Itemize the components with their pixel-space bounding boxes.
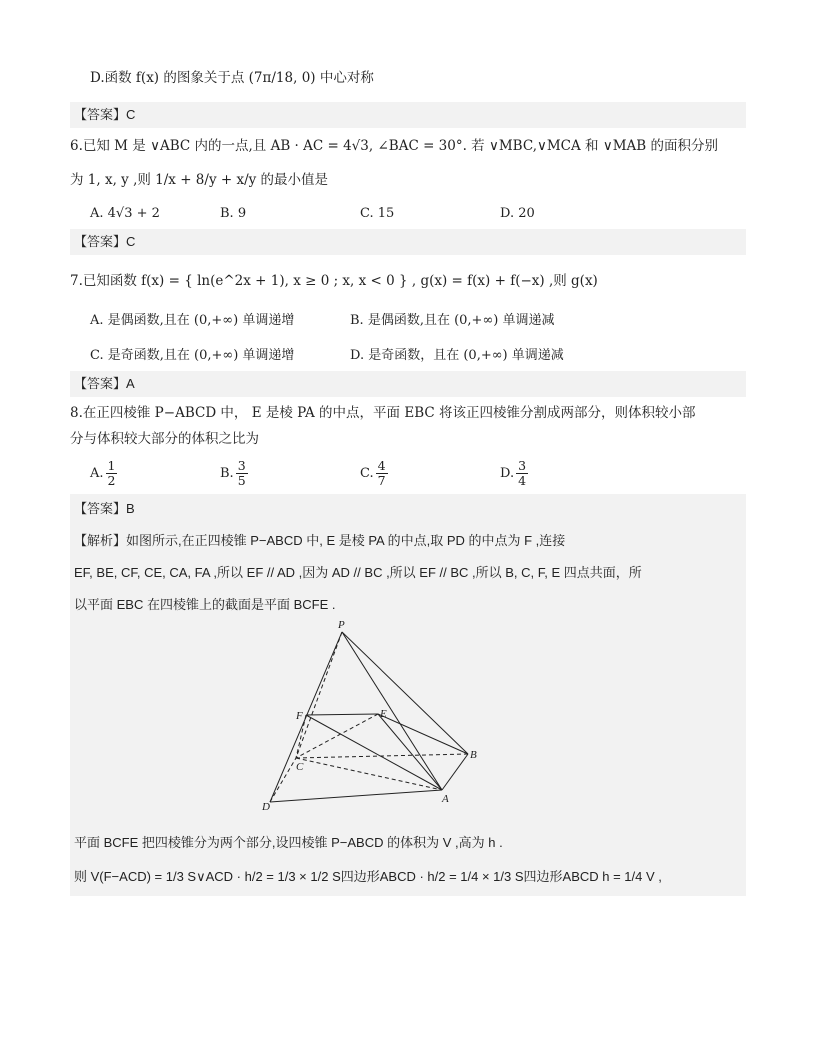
q8-answer: 【答案】B — [74, 501, 135, 516]
q8-analysis-5: 则 V(F−ACD) = 1/3 S∨ACD · h/2 = 1/3 × 1/2 S四边形ABCD · h/2 = 1/4 × 1/3 S四边形ABCD h = 1/4 V , — [74, 869, 662, 884]
label-b: B — [470, 749, 477, 761]
q8-option-c: C. $\frac{4}{7}$ — [360, 458, 386, 488]
label-c: C — [296, 761, 304, 773]
q6-stem-2: 为 1, x, y ,则 1/x + 8/y + x/y 的最小值是 — [70, 172, 329, 188]
q6-options — [90, 206, 746, 221]
q8-options — [90, 459, 746, 488]
q8-analysis-3: 以平面 EBC 在四棱锥上的截面是平面 BCFE . — [74, 597, 336, 612]
q6-option: C. 15 — [360, 206, 395, 221]
q8-analysis-1: 【解析】如图所示,在正四棱锥 P−ABCD 中, E 是棱 PA 的中点,取 PD 的中点为 F ,连接 — [74, 533, 566, 548]
q8-analysis-2: EF, BE, CF, CE, CA, FA ,所以 EF // AD ,因为 AD // BC ,所以 EF // BC ,所以 B, C, F, E 四点共面，所 — [74, 565, 642, 580]
q7-option: C. 是奇函数,且在 (0,+∞) 单调递增 — [90, 348, 295, 363]
q5-answer: 【答案】C — [70, 102, 746, 128]
q6-option: B. 9 — [220, 206, 247, 221]
q8-option-a: A. $\frac{1}{2}$ — [90, 458, 116, 488]
pyramid-figure — [70, 618, 746, 830]
q7-options-row-2 — [90, 344, 746, 363]
q8-option-d: D. $\frac{3}{4}$ — [500, 458, 527, 488]
label-e: E — [380, 708, 387, 720]
q6-option: D. 20 — [500, 206, 535, 221]
label-d: D — [262, 801, 270, 813]
label-p: P — [338, 619, 345, 631]
pyramid-diagram — [70, 618, 746, 830]
label-f: F — [296, 710, 303, 722]
document-page — [70, 58, 746, 896]
q8-solution-block — [70, 494, 746, 896]
q7-option: D. 是奇函数，且在 (0,+∞) 单调递减 — [350, 348, 564, 363]
q8-analysis-4: 平面 BCFE 把四棱锥分为两个部分,设四棱锥 P−ABCD 的体积为 V ,高为 h . — [74, 835, 503, 850]
q7-option: A. 是偶函数,且在 (0,+∞) 单调递增 — [90, 313, 295, 328]
q8-stem-2: 分与体积较大部分的体积之比为 — [70, 431, 259, 447]
label-a: A — [442, 793, 449, 805]
q7-options-row-1 — [90, 309, 746, 328]
q8-stem-1: 8.在正四棱锥 P−ABCD 中， E 是棱 PA 的中点，平面 EBC 将该正四棱锥分割成两部分，则体积较小部 — [70, 405, 696, 421]
q7-option: B. 是偶函数,且在 (0,+∞) 单调递减 — [350, 313, 555, 328]
q7-answer: 【答案】A — [70, 371, 746, 397]
q6-answer: 【答案】C — [70, 229, 746, 255]
q6-option: A. 4√3 + 2 — [90, 206, 160, 221]
q6-stem-1: 6.已知 M 是 ∨ABC 内的一点,且 AB · AC = 4√3, ∠BAC = 30°. 若 ∨MBC,∨MCA 和 ∨MAB 的面积分别 — [70, 138, 719, 154]
q5-option-d: D.函数 f(x) 的图象关于点 (7π/18, 0) 中心对称 — [90, 70, 374, 86]
q8-option-b: B. $\frac{3}{5}$ — [220, 458, 246, 488]
q7-stem: 7.已知函数 f(x) = { ln(e^2x + 1), x ≥ 0 ; x, x < 0 } , g(x) = f(x) + f(−x) ,则 g(x) — [70, 273, 598, 289]
